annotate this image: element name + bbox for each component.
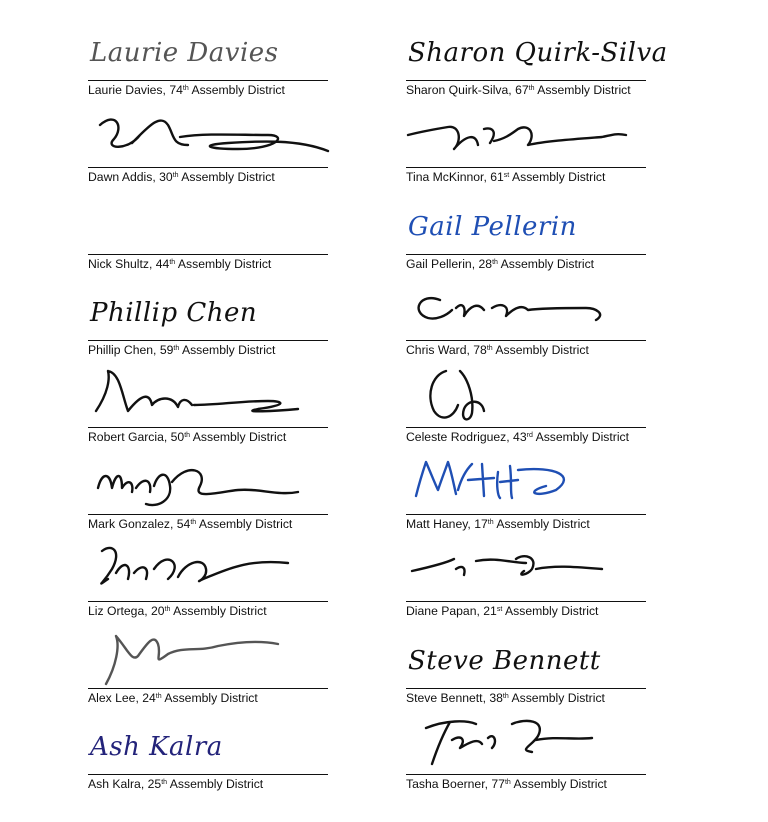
ordinal-suffix: th — [184, 432, 191, 440]
signature-stroke — [430, 371, 484, 419]
signature-stroke — [96, 371, 298, 411]
district-label: Assembly District — [511, 169, 606, 184]
caption-separator: , — [152, 169, 160, 184]
signature-stroke — [106, 636, 278, 684]
signatory-caption — [88, 257, 271, 271]
caption-separator: , — [466, 343, 474, 358]
caption-separator: , — [148, 256, 156, 271]
signature-stroke — [101, 548, 288, 584]
caption-separator: , — [508, 83, 516, 97]
district-number: 21 — [483, 603, 497, 618]
district-label: Assembly District — [198, 517, 293, 531]
handwritten-signature — [88, 365, 328, 427]
ordinal-suffix: th — [190, 519, 197, 526]
caption-separator: , — [476, 603, 484, 618]
ordinal-suffix: th — [486, 345, 493, 353]
signature-block — [406, 710, 646, 796]
signatory-name: Diane Papan — [406, 603, 477, 618]
signature-line — [406, 601, 646, 602]
signature-line — [406, 688, 646, 689]
ordinal-suffix: th — [487, 519, 494, 526]
signature-block — [406, 537, 646, 623]
district-label: Assembly District — [537, 83, 631, 97]
ordinal-suffix: th — [155, 692, 162, 700]
ordinal-suffix: th — [504, 779, 511, 787]
ordinal-suffix: th — [492, 258, 498, 266]
district-number: 61 — [490, 169, 504, 184]
signatory-caption — [88, 83, 285, 97]
caption-separator: , — [471, 256, 479, 271]
handwritten-signature — [406, 105, 646, 167]
handwritten-signature: Phillip Chen — [90, 298, 258, 329]
signature-block — [88, 103, 328, 189]
signatory-caption — [88, 777, 263, 791]
handwritten-signature: Laurie Davies — [90, 38, 279, 68]
signature-stroke — [426, 721, 592, 764]
district-number: 50 — [170, 430, 185, 445]
signature-line — [88, 427, 328, 428]
ordinal-suffix: th — [172, 171, 179, 179]
district-label: Assembly District — [500, 256, 595, 271]
district-number: 38 — [489, 690, 503, 705]
handwritten-signature — [88, 539, 328, 601]
district-label: Assembly District — [164, 690, 258, 705]
signature-line — [88, 254, 328, 255]
signature-block — [406, 450, 646, 536]
signature-line — [406, 774, 646, 775]
signatory-caption — [406, 83, 631, 97]
signatory-caption — [88, 604, 267, 618]
signature-line — [88, 80, 328, 81]
signature-block — [88, 363, 328, 449]
district-label: Assembly District — [192, 430, 287, 445]
caption-separator: , — [506, 430, 514, 445]
district-number: 74 — [169, 83, 183, 97]
signatory-caption — [88, 517, 292, 531]
district-number: 25 — [147, 777, 162, 792]
signatory-caption — [406, 604, 598, 618]
handwritten-signature — [88, 105, 328, 167]
signatory-name: Celeste Rodriguez — [406, 430, 507, 445]
signature-stroke — [100, 119, 328, 150]
signatory-caption — [406, 170, 605, 184]
handwritten-signature: Ash Kalra — [90, 732, 223, 763]
signatory-name: Steve Bennett — [406, 690, 483, 705]
district-number: 67 — [515, 83, 529, 97]
signatory-caption — [406, 343, 589, 357]
signatory-name: Chris Ward — [406, 343, 467, 358]
ordinal-suffix: th — [528, 85, 535, 92]
district-label: Assembly District — [535, 430, 630, 445]
signature-block — [406, 624, 646, 710]
caption-separator: , — [163, 430, 171, 445]
district-label: Assembly District — [495, 343, 589, 358]
ordinal-suffix: th — [161, 779, 168, 787]
signatory-caption — [88, 343, 275, 357]
signatory-caption — [88, 170, 275, 184]
signatory-name: Alex Lee — [88, 690, 136, 705]
signature-line — [88, 688, 328, 689]
district-label: Assembly District — [505, 603, 599, 618]
signatory-caption — [406, 257, 594, 271]
signature-line — [88, 514, 328, 515]
ordinal-suffix: st — [496, 605, 503, 613]
district-label: Assembly District — [177, 256, 272, 271]
caption-separator: , — [140, 777, 148, 792]
signatory-name: Ash Kalra — [88, 777, 141, 792]
signature-stroke — [416, 462, 564, 498]
handwritten-signature — [406, 365, 646, 427]
signature-block — [88, 710, 328, 796]
caption-separator: , — [169, 517, 177, 531]
signature-block — [88, 624, 328, 710]
signature-stroke — [98, 470, 298, 505]
signature-line — [88, 167, 328, 168]
signature-line — [88, 601, 328, 602]
signatory-name: Liz Ortega — [88, 603, 145, 618]
caption-separator: , — [484, 777, 492, 792]
district-number: 77 — [491, 777, 505, 792]
signatory-name: Robert Garcia — [88, 430, 164, 445]
signature-stroke — [408, 127, 626, 149]
signatory-name: Tina McKinnor — [406, 169, 484, 184]
district-label: Assembly District — [169, 777, 264, 792]
signatory-caption — [406, 691, 605, 705]
signature-block — [88, 276, 328, 362]
caption-separator: , — [144, 603, 152, 618]
signature-stroke — [419, 299, 601, 321]
signature-block — [88, 190, 328, 276]
handwritten-signature — [406, 712, 646, 774]
signatory-name: Mark Gonzalez — [88, 517, 170, 531]
signatory-caption — [406, 517, 590, 531]
ordinal-suffix: th — [164, 605, 171, 613]
district-number: 30 — [159, 169, 173, 184]
signature-block — [88, 537, 328, 623]
signature-block — [88, 450, 328, 536]
district-number: 54 — [176, 517, 191, 531]
signature-line — [406, 254, 646, 255]
signature-block — [406, 16, 668, 102]
signatory-caption — [88, 430, 286, 444]
signature-block — [406, 276, 646, 362]
caption-separator: , — [135, 690, 143, 705]
handwritten-signature: Gail Pellerin — [408, 211, 577, 242]
ordinal-suffix: th — [182, 85, 189, 92]
ordinal-suffix: th — [502, 692, 509, 700]
signatory-name: Dawn Addis — [88, 169, 153, 184]
signatory-name: Gail Pellerin — [406, 256, 472, 271]
caption-separator: , — [153, 343, 160, 358]
signature-block — [406, 103, 646, 189]
signature-line — [88, 774, 328, 775]
signature-block — [406, 363, 646, 449]
district-number: 78 — [473, 343, 487, 358]
ordinal-suffix: st — [503, 171, 510, 179]
district-number: 17 — [474, 517, 488, 531]
district-label: Assembly District — [496, 517, 590, 531]
handwritten-signature — [88, 626, 328, 688]
signature-stroke — [412, 556, 602, 575]
district-number: 28 — [478, 256, 493, 271]
district-number: 20 — [151, 603, 165, 618]
handwritten-signature — [88, 452, 328, 514]
signature-line — [406, 167, 646, 168]
district-number: 43 — [513, 430, 527, 445]
signature-line — [406, 340, 646, 341]
district-label: Assembly District — [511, 690, 605, 705]
ordinal-suffix: th — [173, 345, 180, 353]
caption-separator: , — [482, 690, 490, 705]
caption-separator: , — [467, 517, 475, 531]
signature-line — [406, 514, 646, 515]
signatory-name: Tasha Boerner — [406, 777, 485, 792]
district-label: Assembly District — [173, 603, 267, 618]
signature-block — [406, 190, 646, 276]
handwritten-signature — [406, 278, 646, 340]
signatory-name: Sharon Quirk-Silva — [406, 83, 509, 97]
handwritten-signature: Steve Bennett — [408, 645, 601, 676]
handwritten-signature — [88, 192, 328, 254]
caption-separator: , — [162, 83, 170, 97]
district-label: Assembly District — [181, 343, 276, 358]
signature-line — [88, 340, 328, 341]
handwritten-signature: Sharon Quirk-Silva — [408, 38, 668, 68]
ordinal-suffix: th — [169, 258, 176, 266]
signature-block — [88, 16, 328, 102]
signatory-name: Phillip Chen — [88, 343, 154, 358]
district-label: Assembly District — [513, 777, 607, 792]
signatory-caption — [406, 430, 629, 444]
handwritten-signature — [406, 452, 646, 514]
caption-separator: , — [483, 169, 491, 184]
district-number: 44 — [155, 256, 170, 271]
signatory-name: Laurie Davies — [88, 83, 163, 97]
signature-line — [406, 427, 646, 428]
signatory-name: Matt Haney — [406, 517, 468, 531]
district-number: 59 — [159, 343, 174, 358]
district-label: Assembly District — [181, 169, 275, 184]
ordinal-suffix: rd — [526, 432, 533, 440]
signatory-caption — [406, 777, 607, 791]
signatory-name: Nick Shultz — [88, 256, 149, 271]
signatory-caption — [88, 691, 258, 705]
district-number: 24 — [142, 690, 156, 705]
district-label: Assembly District — [191, 83, 285, 97]
signature-line — [406, 80, 646, 81]
handwritten-signature — [406, 539, 646, 601]
